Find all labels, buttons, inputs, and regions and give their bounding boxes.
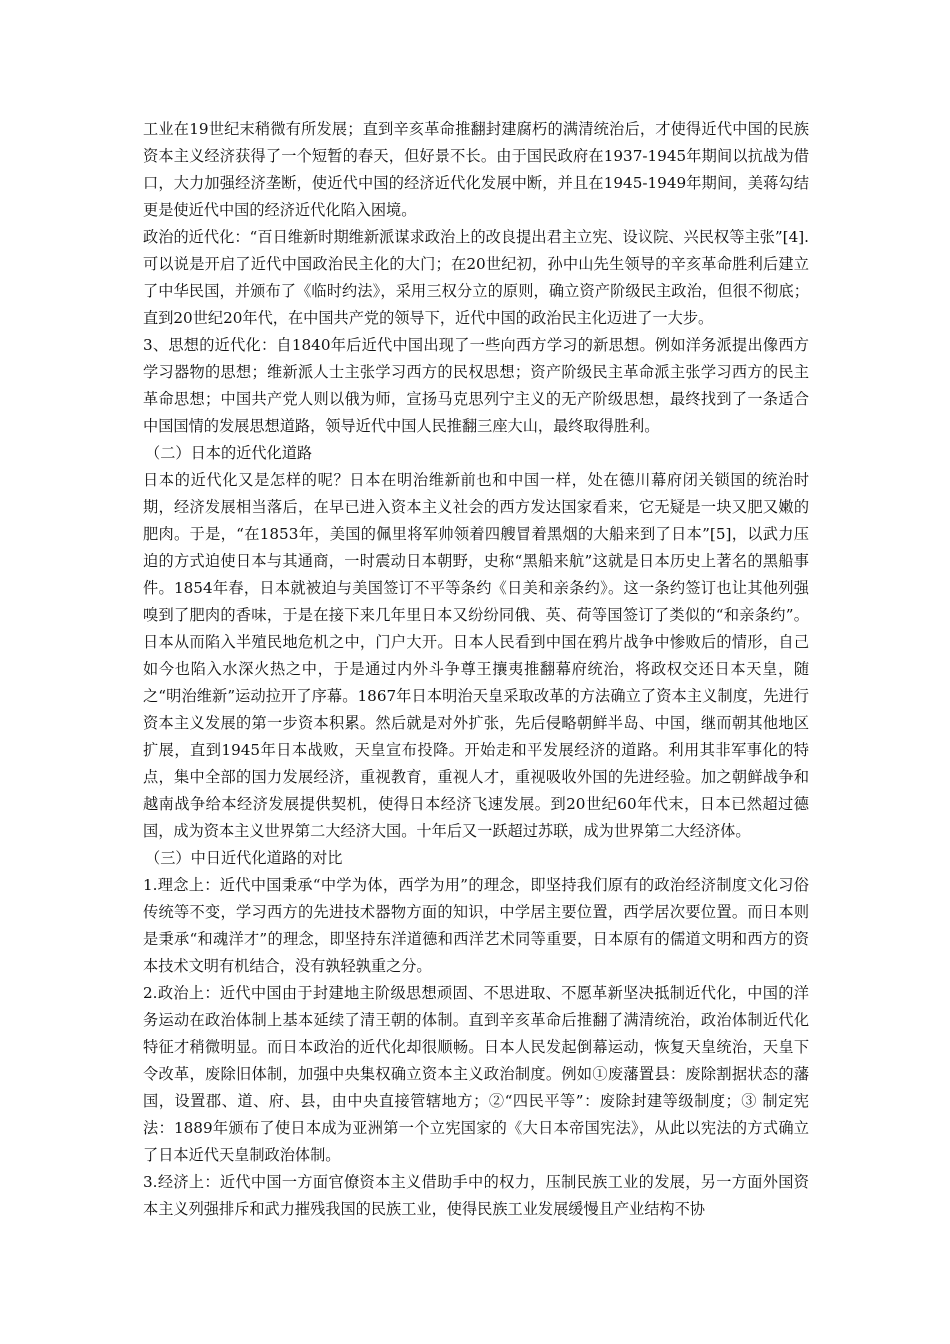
- paragraph-political-modernization: 政治的近代化：“百日维新时期维新派谋求政治上的改良提出君主立宪、设议院、兴民权等主张”[4].可以说是开启了近代中国政治民主化的大门；在20世纪初，孙中山先生领导的辛亥革命胜利后建立了中华民国，并颁布了《临时约法》，采用三权分立的原则，确立资产阶级民主政治，但很不彻底；直到20世纪20年代，在中国共产党的领导下，近代中国的政治民主化迈进了一大步。: [143, 228, 809, 327]
- paragraph-comparison-politics: 2.政治上：近代中国由于封建地主阶级思想顽固、不思进取、不愿革新坚决抵制近代化，中国的洋务运动在政治体制上基本延续了清王朝的体制。直到辛亥革命后推翻了满清统治，政治体制近代化特征才稍微明显。而日本政治的近代化却很顺畅。日本人民发起倒幕运动，恢复天皇统治，天皇下令改革，废除旧体制，加强中央集权确立资本主义政治制度。例如①废藩置县：废除割据状态的藩国，设置郡、道、府、县，由中央直接管辖地方；②“四民平等”：废除封建等级制度；③ 制定宪法：1889年颁布了使日本成为亚洲第一个立宪国家的《大日本帝国宪法》，从此以宪法的方式确立了日本近代天皇制政治体制。: [143, 984, 809, 1164]
- paragraph-comparison-ideology: 1.理念上：近代中国秉承“中学为体，西学为用”的理念，即坚持我们原有的政治经济制度文化习俗传统等不变，学习西方的先进技术器物方面的知识，中学居主要位置，西学居次要位置。而日本则是秉承“和魂洋才”的理念，即坚持东洋道德和西洋艺术同等重要，日本原有的儒道文明和西方的资本技术文明有机结合，没有孰轻孰重之分。: [143, 876, 809, 975]
- paragraph-economic-modernization: 工业在19世纪末稍微有所发展；直到辛亥革命推翻封建腐朽的满清统治后，才使得近代中国的民族资本主义经济获得了一个短暂的春天，但好景不长。由于国民政府在1937-1945年期间以抗战为借口，大力加强经济垄断，使近代中国的经济近代化发展中断，并且在1945-1949年期间，美蒋勾结更是使近代中国的经济近代化陷入困境。: [143, 120, 809, 219]
- section-heading-comparison: （三）中日近代化道路的对比: [145, 849, 343, 867]
- section-heading-japan-path: （二）日本的近代化道路: [145, 444, 313, 462]
- paragraph-japan-modernization: 日本的近代化又是怎样的呢？日本在明治维新前也和中国一样，处在德川幕府闭关锁国的统治时期，经济发展相当落后，在早已进入资本主义社会的西方发达国家看来，它无疑是一块又肥又嫩的肥肉。于是，“在1853年，美国的佩里将军帅领着四艘冒着黑烟的大船来到了日本”[5]，以武力压迫的方式迫使日本与其通商，一时震动日本朝野，史称“黑船来航”这就是日本历史上著名的黑船事件。1854年春，日本就被迫与美国签订不平等条约《日美和亲条约》。这一条约签订也让其他列强嗅到了肥肉的香味，于是在接下来几年里日本又纷纷同俄、英、荷等国签订了类似的“和亲条约”。日本从而陷入半殖民地危机之中，门户大开。日本人民看到中国在鸦片战争中惨败后的情形，自己如今也陷入水深火热之中，于是通过内外斗争尊王攘夷推翻幕府统治，将政权交还日本天皇，随之“明治维新”运动拉开了序幕。1867年日本明治天皇采取改革的方法确立了资本主义制度，先进行资本主义发展的第一步资本积累。然后就是对外扩张，先后侵略朝鲜半岛、中国，继而朝其他地区扩展，直到1945年日本战败，天皇宣布投降。开始走和平发展经济的道路。利用其非军事化的特点，集中全部的国力发展经济，重视教育，重视人才，重视吸收外国的先进经验。加之朝鲜战争和越南战争给本经济发展提供契机，使得日本经济飞速发展。到20世纪60年代末，日本已然超过德国，成为资本主义世界第二大经济大国。十年后又一跃超过苏联，成为世界第二大经济体。: [143, 471, 809, 840]
- document-page: [143, 116, 809, 1223]
- paragraph-thought-modernization: 3、思想的近代化：自1840年后近代中国出现了一些向西方学习的新思想。例如洋务派提出像西方学习器物的思想；维新派人士主张学习西方的民权思想；资产阶级民主革命派主张学习西方的民主革命思想；中国共产党人则以俄为师，宣扬马克思列宁主义的无产阶级思想，最终找到了一条适合中国国情的发展思想道路，领导近代中国人民推翻三座大山，最终取得胜利。: [143, 336, 809, 435]
- paragraph-comparison-economy: 3.经济上：近代中国一方面官僚资本主义借助手中的权力，压制民族工业的发展，另一方面外国资本主义列强排斥和武力摧残我国的民族工业，使得民族工业发展缓慢且产业结构不协: [143, 1173, 809, 1218]
